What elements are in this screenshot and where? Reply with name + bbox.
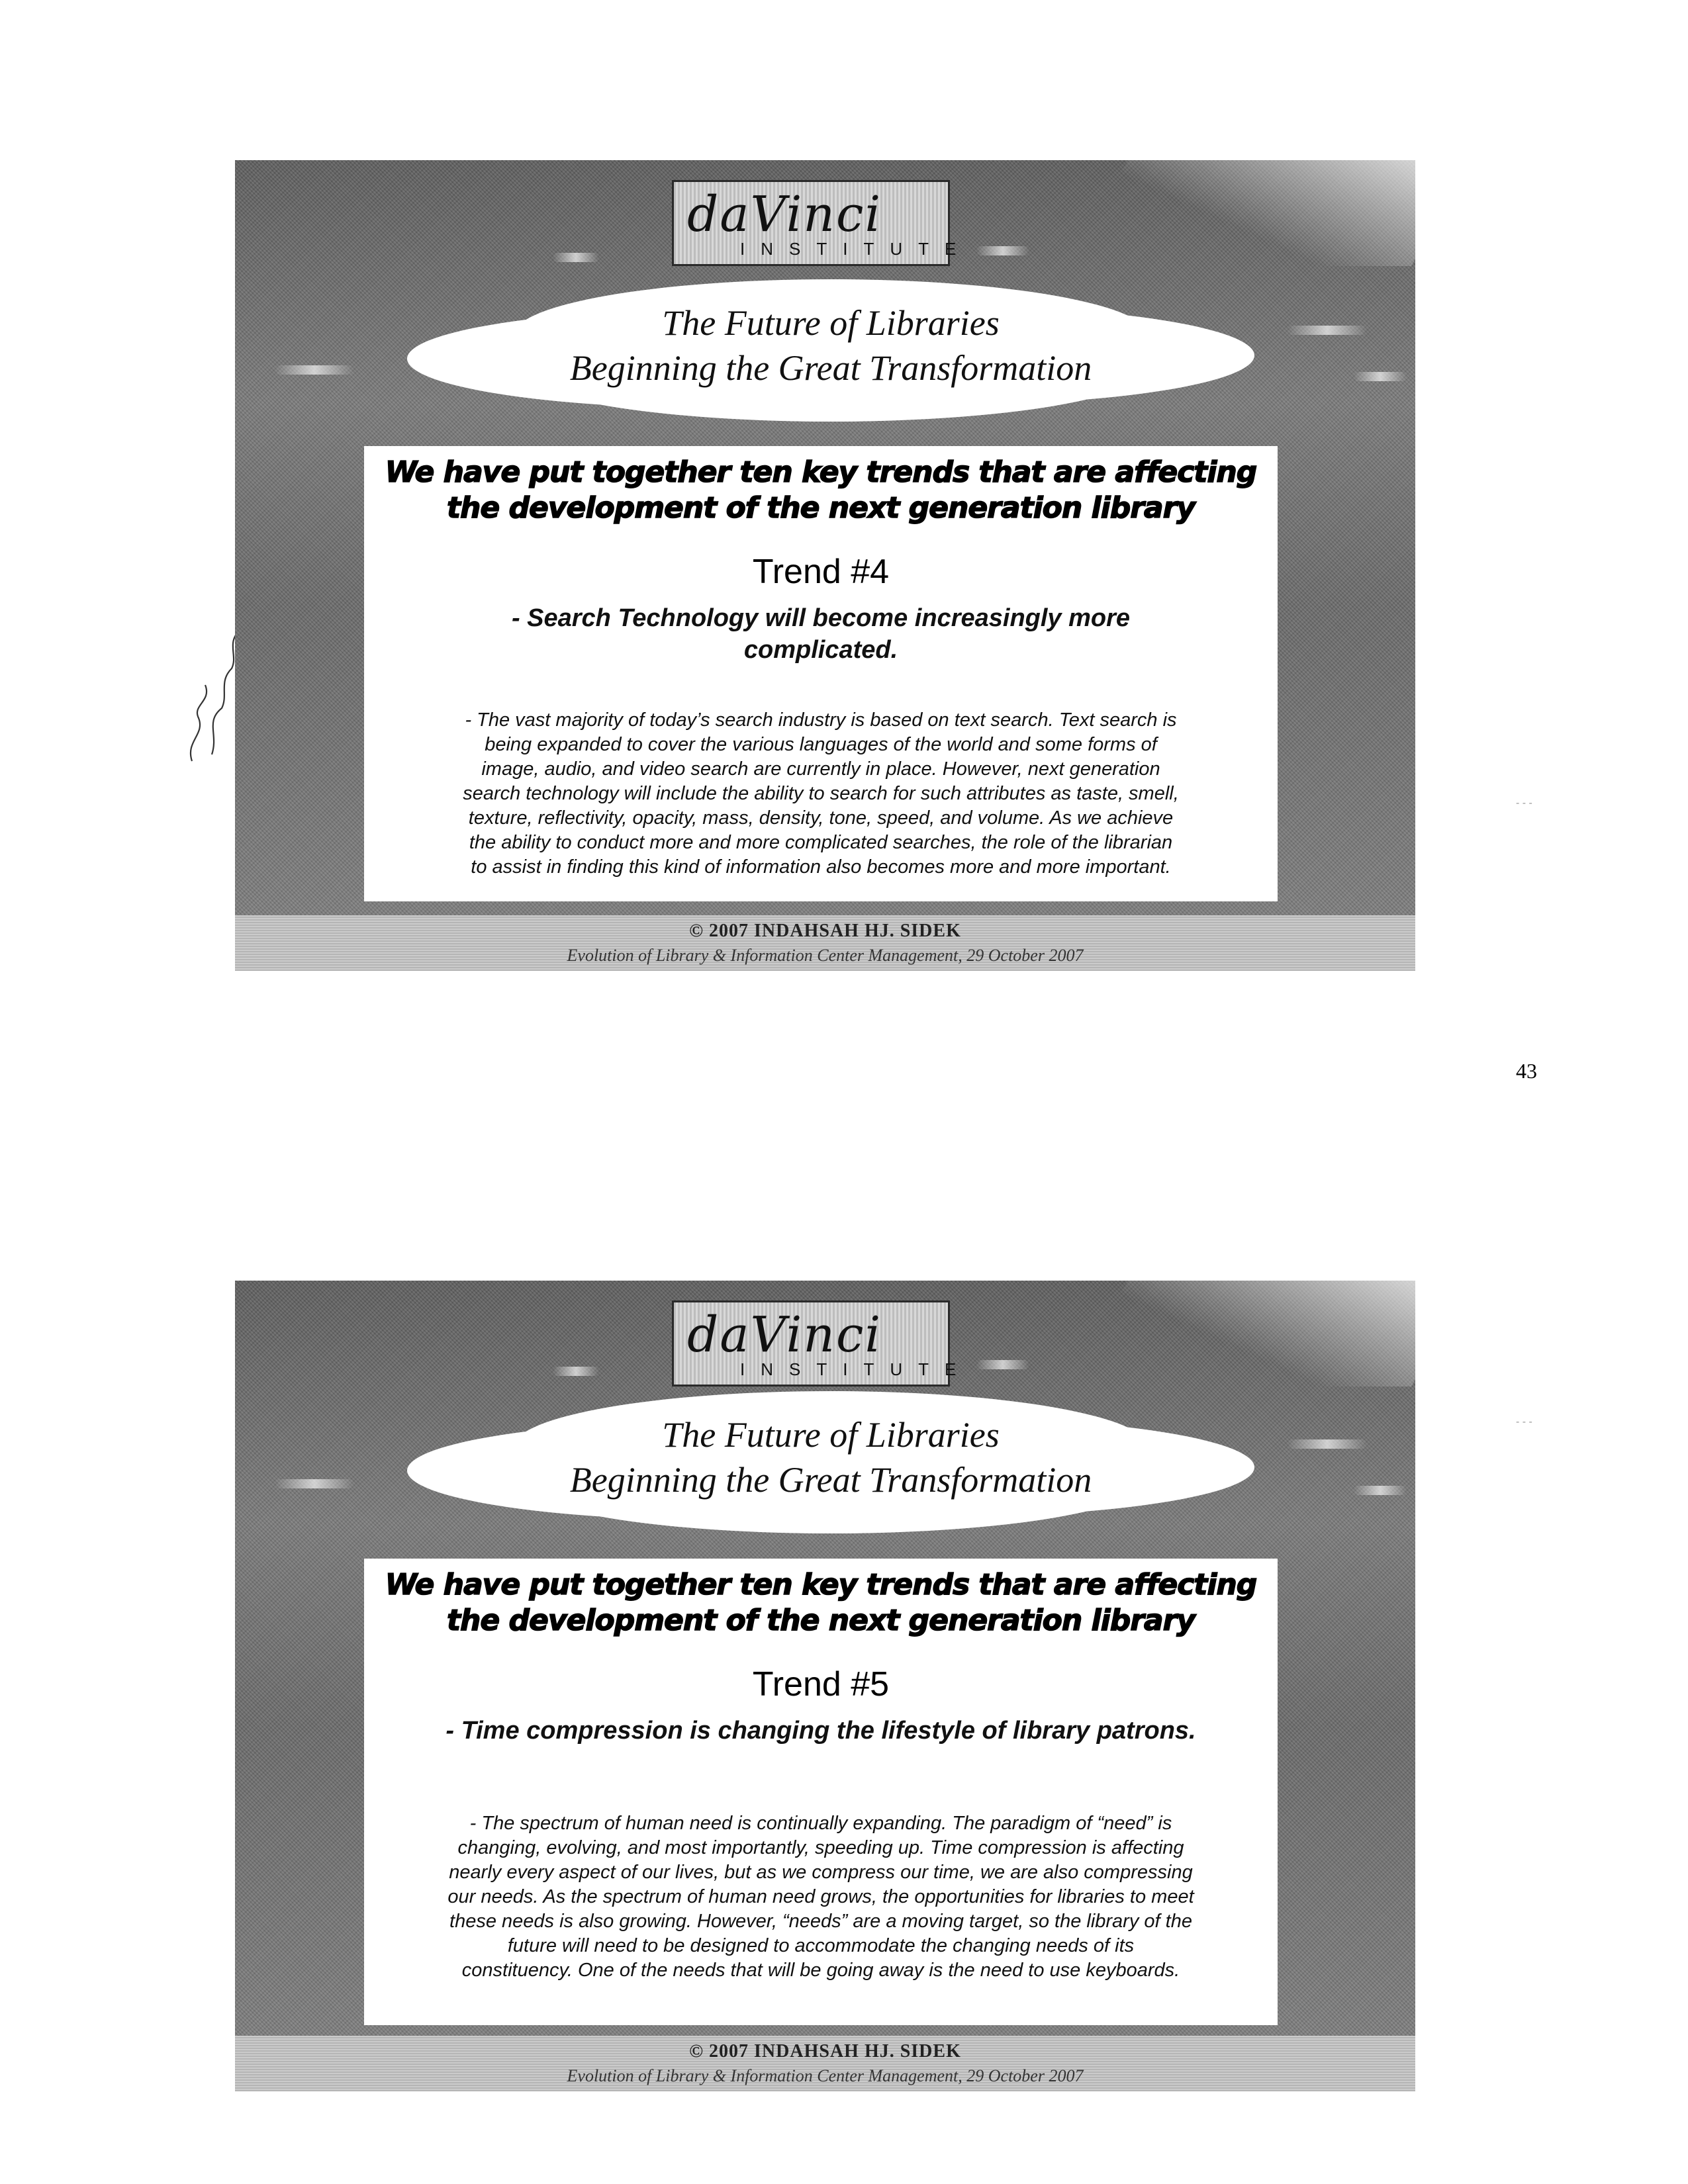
logo-subtitle: INSTITUTE <box>740 239 972 259</box>
light-streak <box>1067 160 1415 266</box>
headline-line-1: We have put together ten key trends that are affecting <box>385 455 1257 489</box>
trend-title: Trend #5 <box>752 1665 890 1704</box>
body-line: future will need to be designed to accommodate the changing needs of its <box>507 1935 1135 1956</box>
slide-footer <box>235 915 1415 971</box>
title-cloud <box>500 283 1162 422</box>
body-line: these needs is also growing. However, “needs” are a moving target, so the library of the <box>449 1911 1192 1932</box>
slide-trend-4 <box>235 160 1415 971</box>
ceiling-light <box>1354 1486 1407 1495</box>
page-number: 43 <box>1516 1059 1537 1083</box>
scan-mark: - - - <box>1516 1416 1532 1428</box>
headline-line-1: We have put together ten key trends that are affecting <box>385 1568 1257 1602</box>
ceiling-light <box>1354 372 1407 381</box>
headline-line-2: the development of the next generation library <box>447 1604 1195 1637</box>
body-line: image, audio, and video search are currently in place. However, next generation <box>481 758 1160 780</box>
ceiling-light <box>275 1479 354 1488</box>
body-line: to assist in finding this kind of information also becomes more and more important. <box>471 856 1171 878</box>
ceiling-light <box>553 1367 599 1376</box>
davinci-institute-logo <box>672 180 972 266</box>
trend-title: Trend #4 <box>752 553 890 591</box>
slide-subtitle: Beginning the Great Transformation <box>569 348 1092 388</box>
body-line: our needs. As the spectrum of human need grows, the opportunities for libraries to meet <box>447 1886 1194 1907</box>
ceiling-light <box>976 246 1029 255</box>
body-line: constituency. One of the needs that will be going away is the need to use keyboards. <box>461 1960 1180 1981</box>
body-line: changing, evolving, and most importantly, speeding up. Time compression is affecting <box>457 1837 1184 1858</box>
logo-subtitle: INSTITUTE <box>740 1359 972 1379</box>
title-cloud <box>500 1394 1162 1533</box>
slide-footer <box>235 2036 1415 2091</box>
trend-statement-line-1: - Time compression is changing the lifestyle of library patrons. <box>445 1717 1196 1745</box>
content-panel <box>364 1559 1278 2025</box>
body-line: being expanded to cover the various languages of the world and some forms of <box>485 734 1157 755</box>
headline-line-2: the development of the next generation library <box>447 491 1195 525</box>
body-paragraph <box>404 708 1238 880</box>
body-line: texture, reflectivity, opacity, mass, density, tone, speed, and volume. As we achieve <box>468 807 1174 829</box>
body-line: nearly every aspect of our lives, but as we compress our time, we are also compressing <box>449 1862 1193 1883</box>
slide-title: The Future of Libraries <box>662 1415 1000 1455</box>
logo-wordmark: daVinci <box>687 186 882 243</box>
body-line: - The vast majority of today’s search industry is based on text search. Text search is <box>465 709 1177 731</box>
ceiling-light <box>553 253 599 262</box>
slide-subtitle: Beginning the Great Transformation <box>569 1460 1092 1500</box>
footer-event: Evolution of Library & Information Center Management, 29 October 2007 <box>567 2066 1084 2085</box>
content-panel <box>364 446 1278 901</box>
body-line: search technology will include the ability to search for such attributes as taste, smell, <box>463 783 1179 804</box>
trend-statement-line-1: - Search Technology will become increasingly more <box>511 604 1131 632</box>
ceiling-light <box>275 365 354 375</box>
footer-copyright: © 2007 INDAHSAH HJ. SIDEK <box>689 921 961 941</box>
body-line: the ability to conduct more and more complicated searches, the role of the librarian <box>469 832 1173 853</box>
slide-title: The Future of Libraries <box>662 303 1000 343</box>
logo-wordmark: daVinci <box>687 1306 882 1363</box>
footer-event: Evolution of Library & Information Center Management, 29 October 2007 <box>567 946 1084 965</box>
ceiling-light <box>1288 1439 1367 1449</box>
light-streak <box>1067 1281 1415 1387</box>
davinci-institute-logo <box>672 1300 972 1387</box>
scan-mark: - - - <box>1516 797 1532 809</box>
ceiling-light <box>1288 326 1367 335</box>
footer-copyright: © 2007 INDAHSAH HJ. SIDEK <box>689 2041 961 2062</box>
body-line: - The spectrum of human need is continually expanding. The paradigm of “need” is <box>469 1813 1172 1834</box>
trend-statement-line-2: complicated. <box>743 636 898 664</box>
body-paragraph <box>404 1811 1238 1983</box>
slide-trend-5 <box>235 1281 1415 2091</box>
ceiling-light <box>976 1360 1029 1369</box>
